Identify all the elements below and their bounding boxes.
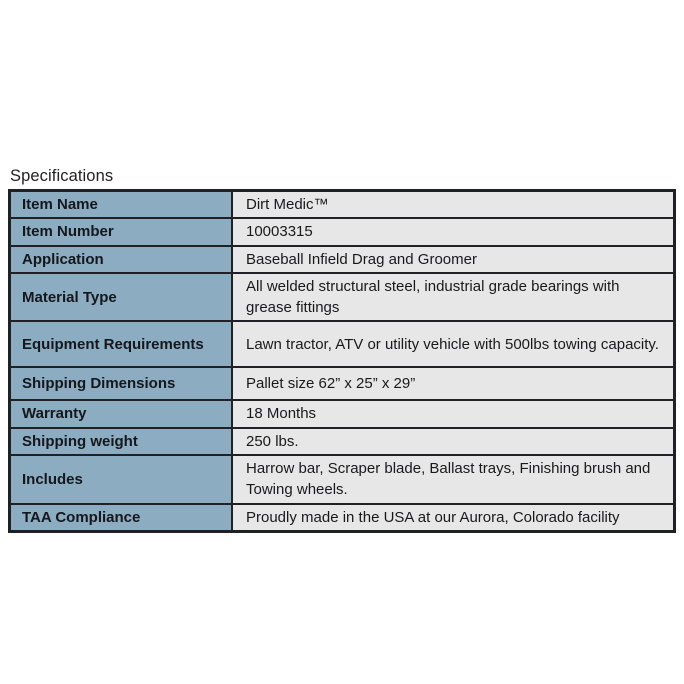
row-label: Material Type [11,274,233,321]
row-value: Pallet size 62” x 25” x 29” [233,368,673,399]
table-row-shipping-weight [11,429,673,456]
row-label: Shipping Dimensions [11,368,233,399]
row-value: 10003315 [233,219,673,244]
table-row-shipping-dimensions [11,368,673,401]
table-row-includes [11,456,673,505]
row-label: Includes [11,456,233,503]
row-label: Warranty [11,401,233,426]
table-row-item-name [11,192,673,219]
table-row-warranty [11,401,673,428]
row-label: Shipping weight [11,429,233,454]
page-title: Specifications [10,167,114,185]
row-value: Proudly made in the USA at our Aurora, Colorado facility [233,505,673,530]
row-label: Equipment Requirements [11,322,233,366]
row-value: Baseball Infield Drag and Groomer [233,247,673,272]
row-value: Dirt Medic™ [233,192,673,217]
row-value: 250 lbs. [233,429,673,454]
table-row-application [11,247,673,274]
table-row-taa-compliance [11,505,673,530]
table-row-equipment-requirements [11,322,673,368]
table-row-item-number [11,219,673,246]
specifications-table [8,189,676,533]
row-label: Item Number [11,219,233,244]
row-value: All welded structural steel, industrial grade bearings with grease fittings [233,274,673,321]
row-label: Item Name [11,192,233,217]
table-row-material-type [11,274,673,323]
row-label: TAA Compliance [11,505,233,530]
row-value: 18 Months [233,401,673,426]
row-value: Lawn tractor, ATV or utility vehicle with 500lbs towing capacity. [233,322,673,366]
row-label: Application [11,247,233,272]
row-value: Harrow bar, Scraper blade, Ballast trays, Finishing brush and Towing wheels. [233,456,673,503]
